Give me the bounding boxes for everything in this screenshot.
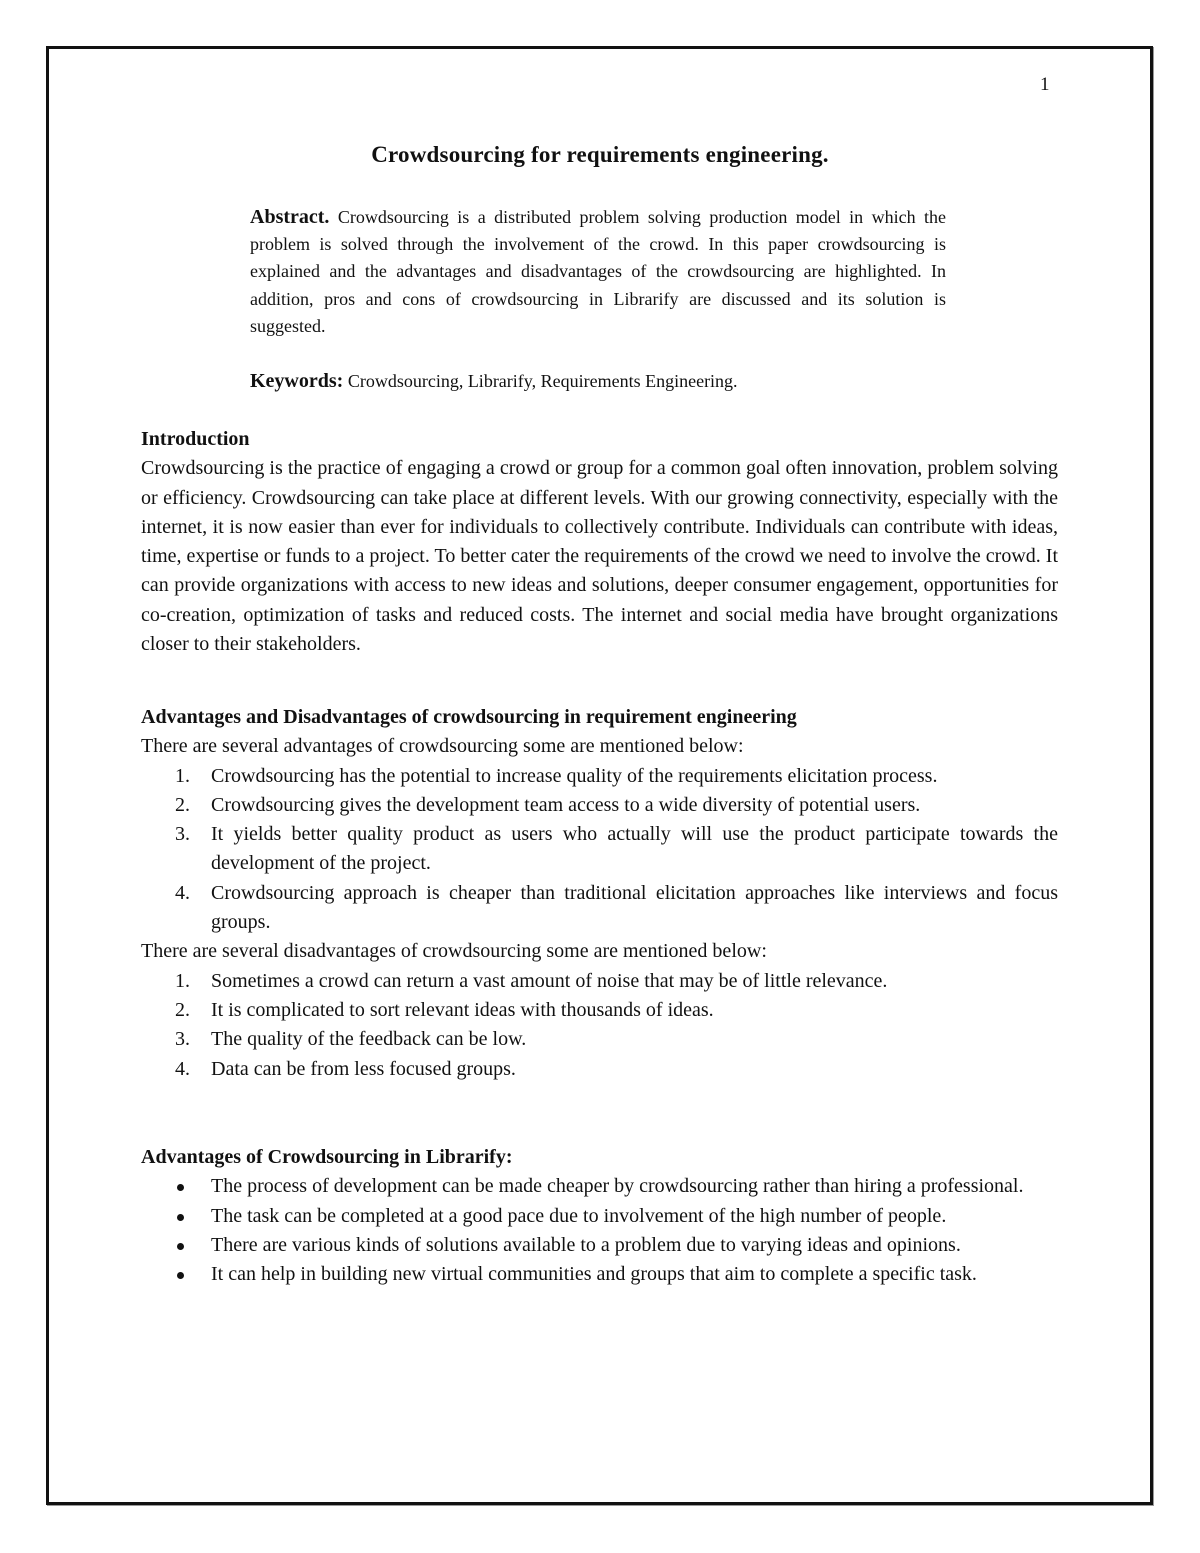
- page-number: 1: [1040, 74, 1050, 95]
- introduction-heading: Introduction: [141, 428, 250, 450]
- list-item-text: There are various kinds of solutions available to a problem due to varying ideas and opinions.: [211, 1233, 961, 1256]
- list-item-text: The quality of the feedback can be low.: [211, 1028, 527, 1051]
- list-item-text: Sometimes a crowd can return a vast amount of noise that may be of little relevance.: [211, 969, 888, 992]
- advantages-intro: There are several advantages of crowdsourcing some are mentioned below:: [141, 735, 744, 758]
- list-item-text: It is complicated to sort relevant ideas with thousands of ideas.: [211, 998, 714, 1021]
- list-item: [141, 1055, 1058, 1084]
- librarify-bullet-list: [141, 1172, 1058, 1289]
- abstract: [250, 204, 946, 340]
- keywords-label: Keywords:: [250, 370, 344, 392]
- list-item: [141, 791, 1058, 820]
- list-item: [141, 820, 1058, 879]
- adv-disadv-heading: Advantages and Disadvantages of crowdsourcing in requirement engineering: [141, 706, 797, 728]
- list-item: [141, 762, 1058, 791]
- list-item-text: The process of development can be made cheaper by crowdsourcing rather than hiring a professional.: [211, 1175, 1024, 1198]
- list-item: [141, 1202, 1058, 1231]
- list-item: [141, 996, 1058, 1025]
- disadvantages-intro: There are several disadvantages of crowdsourcing some are mentioned below:: [141, 940, 767, 963]
- list-number: 3.: [175, 1028, 190, 1051]
- list-item-text: It can help in building new virtual communities and groups that aim to complete a specific task.: [211, 1263, 977, 1286]
- keywords: [250, 368, 738, 395]
- list-item-text: Data can be from less focused groups.: [211, 1057, 516, 1080]
- list-item-text: It yields better quality product as users who actually will use the product participate towards the development of the project.: [211, 823, 1058, 875]
- list-item-text: The task can be completed at a good pace due to involvement of the high number of people.: [211, 1204, 947, 1227]
- document-title: Crowdsourcing for requirements engineering.: [371, 142, 829, 167]
- introduction-section: [141, 425, 1058, 659]
- list-number: 4.: [175, 881, 190, 904]
- bullet-icon: [177, 1184, 184, 1191]
- abstract-text: Crowdsourcing is a distributed problem solving production model in which the problem is solved through the involvement of the crowd. In this paper crowdsourcing is explained and the advantages and disadvantages of the crowdsourcing are highlighted. In addition, pros and cons of crowdsourcing in Librarify are discussed and its solution is suggested.: [250, 207, 946, 336]
- list-number: 2.: [175, 793, 190, 816]
- list-item: [141, 1172, 1058, 1201]
- list-item-text: Crowdsourcing approach is cheaper than traditional elicitation approaches like interviews and focus groups.: [211, 881, 1058, 934]
- introduction-text: Crowdsourcing is the practice of engaging a crowd or group for a common goal often innovation, problem solving or efficiency. Crowdsourcing can take place at different levels. With our growing connectivity, especially with the internet, it is now easier than ever for individuals to collectively contribute. Individuals can contribute with ideas, time, expertise or funds to a project. To better cater the requirements of the crowd we need to involve the crowd. It can provide organizations with access to new ideas and solutions, deeper consumer engagement, opportunities for co-creation, optimization of tasks and reduced costs. The internet and social media have brought organizations closer to their stakeholders.: [141, 457, 1058, 656]
- list-number: 2.: [175, 998, 190, 1021]
- list-number: 1.: [175, 764, 190, 787]
- librarify-heading: Advantages of Crowdsourcing in Librarify:: [141, 1146, 513, 1168]
- list-item-text: Crowdsourcing gives the development team access to a wide diversity of potential users.: [211, 793, 921, 816]
- list-item: [141, 879, 1058, 938]
- list-number: 4.: [175, 1057, 190, 1080]
- keywords-text: Crowdsourcing, Librarify, Requirements Engineering.: [343, 371, 738, 391]
- list-item: [141, 1231, 1058, 1260]
- disadvantages-list: [141, 967, 1058, 1084]
- list-item: [141, 1260, 1058, 1289]
- advantages-disadvantages-section: [141, 703, 1058, 1084]
- bullet-icon: [177, 1272, 184, 1279]
- list-number: 3.: [175, 823, 190, 846]
- list-item-text: Crowdsourcing has the potential to increase quality of the requirements elicitation process.: [211, 764, 938, 787]
- bullet-icon: [177, 1214, 184, 1221]
- list-number: 1.: [175, 969, 190, 992]
- bullet-icon: [177, 1243, 184, 1250]
- abstract-label: Abstract.: [250, 206, 330, 228]
- list-item: [141, 967, 1058, 996]
- list-item: [141, 1025, 1058, 1054]
- librarify-section: [141, 1143, 1058, 1289]
- advantages-list: [141, 762, 1058, 938]
